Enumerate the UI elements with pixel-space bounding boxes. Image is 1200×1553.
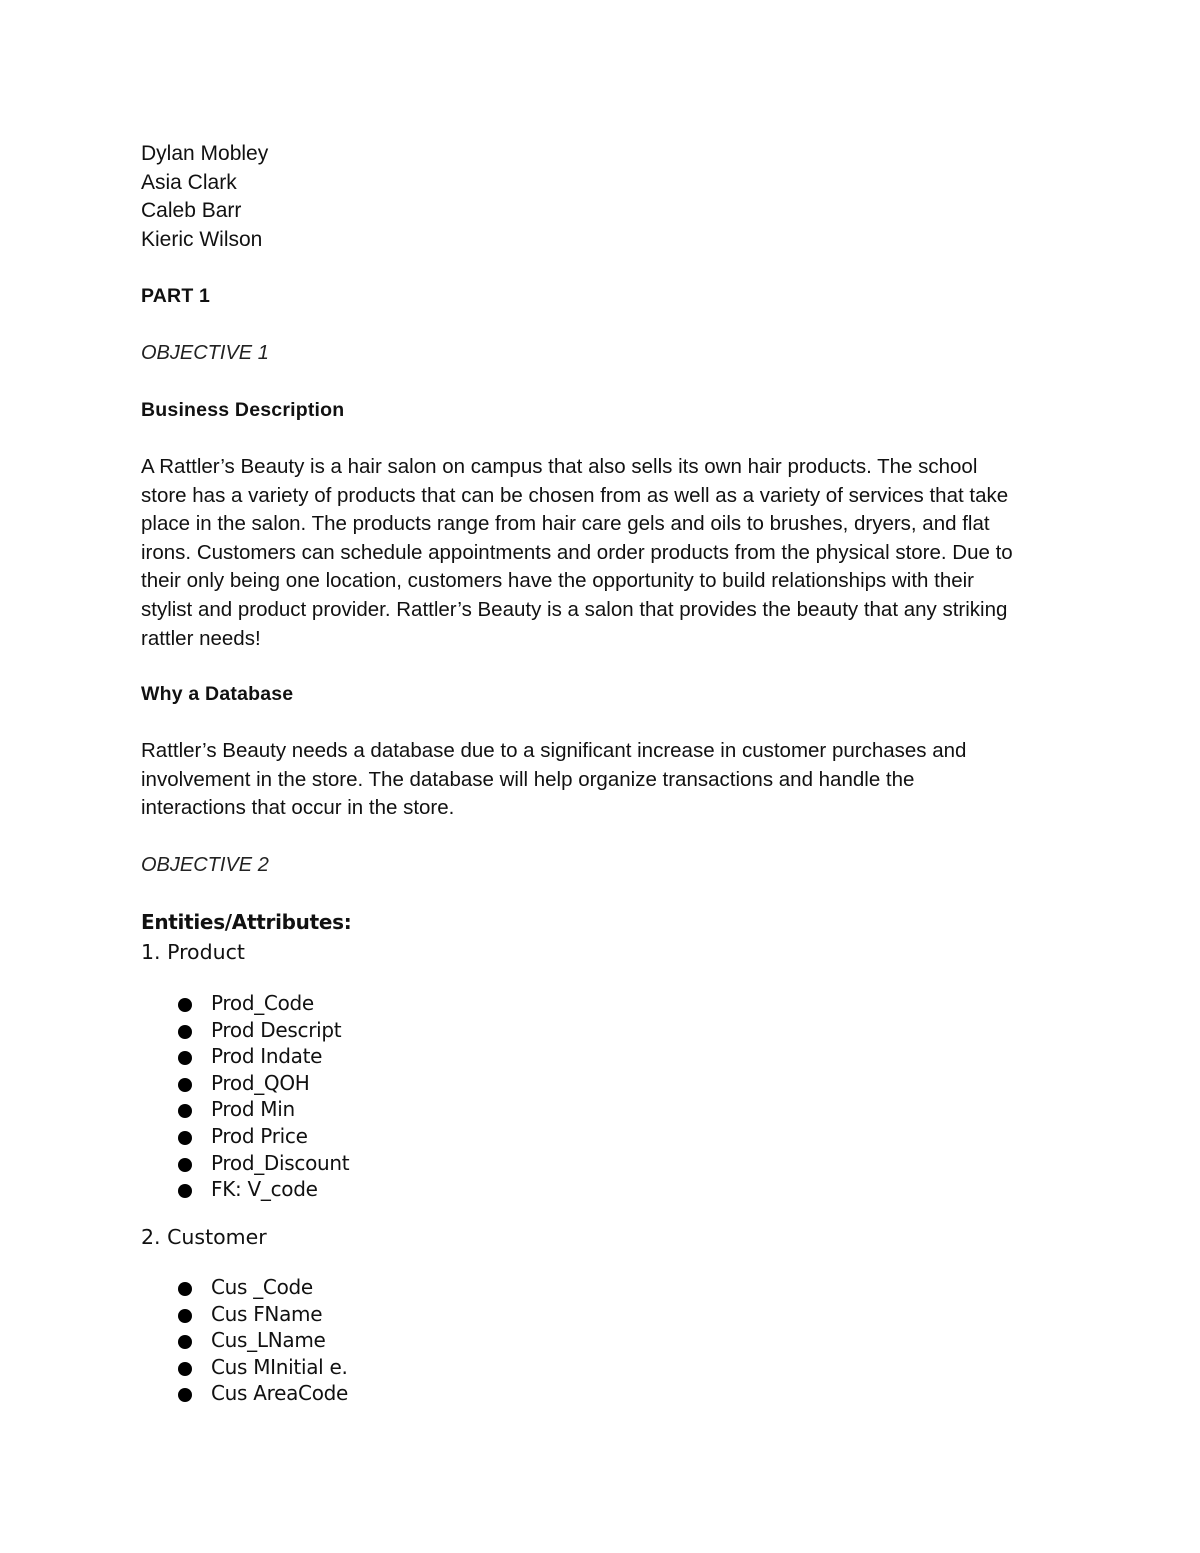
business-description-paragraph bbox=[141, 453, 1071, 653]
entity-product-title: 1. Product bbox=[141, 940, 245, 964]
bullet-icon bbox=[178, 1025, 192, 1039]
part-title: PART 1 bbox=[141, 285, 211, 307]
list-item: Cus AreaCode bbox=[141, 1380, 1071, 1407]
list-item: Prod_Discount bbox=[141, 1150, 1071, 1177]
paragraph-line: stylist and product provider. Rattler’s Beauty is a salon that provides the beauty that any striking bbox=[141, 597, 1008, 621]
bullet-icon bbox=[178, 1078, 192, 1092]
list-item: FK: V_code bbox=[141, 1176, 1071, 1203]
bullet-icon bbox=[178, 1282, 192, 1296]
customer-attribute-list bbox=[141, 1274, 1071, 1407]
objective-1-label: OBJECTIVE 1 bbox=[141, 342, 269, 364]
list-item: Cus MInitial e. bbox=[141, 1354, 1071, 1381]
entities-attributes-title: Entities/Attributes: bbox=[141, 910, 352, 934]
why-database-heading: Why a Database bbox=[141, 683, 294, 705]
list-item: Cus_LName bbox=[141, 1327, 1071, 1354]
objective-2-label: OBJECTIVE 2 bbox=[141, 854, 269, 876]
paragraph-line: place in the salon. The products range from hair care gels and oils to brushes, dryers, and flat bbox=[141, 512, 990, 536]
paragraph-line: rattler needs! bbox=[141, 626, 261, 650]
list-item: Prod Min bbox=[141, 1096, 1071, 1123]
bullet-icon bbox=[178, 1158, 192, 1172]
bullet-icon bbox=[178, 1184, 192, 1198]
list-item: Prod Price bbox=[141, 1123, 1071, 1150]
list-item: Prod Indate bbox=[141, 1043, 1071, 1070]
paragraph-line: Rattler’s Beauty needs a database due to a significant increase in customer purchases and bbox=[141, 739, 967, 762]
paragraph-line: irons. Customers can schedule appointments and order products from the physical store. Due to bbox=[141, 540, 1013, 564]
author-name: Dylan Mobley bbox=[141, 142, 269, 165]
list-item: Cus _Code bbox=[141, 1274, 1071, 1301]
bullet-icon bbox=[178, 1104, 192, 1118]
list-item: Prod_Code bbox=[141, 990, 1071, 1017]
author-name: Kieric Wilson bbox=[141, 227, 263, 251]
why-database-paragraph bbox=[141, 737, 1071, 823]
paragraph-line: their only being one location, customers have the opportunity to build relationships with their bbox=[141, 569, 975, 593]
bullet-icon bbox=[178, 1309, 192, 1323]
bullet-icon bbox=[178, 1388, 192, 1402]
bullet-icon bbox=[178, 1335, 192, 1349]
paragraph-line: store has a variety of products that can be chosen from as well as a variety of services that take bbox=[141, 483, 1009, 507]
bullet-icon bbox=[178, 1051, 192, 1065]
entity-customer-title: 2. Customer bbox=[141, 1225, 267, 1249]
list-item: Prod_QOH bbox=[141, 1070, 1071, 1097]
business-description-heading: Business Description bbox=[141, 399, 345, 421]
paragraph-line: A Rattler’s Beauty is a hair salon on campus that also sells its own hair products. The school bbox=[141, 455, 978, 478]
author-name: Asia Clark bbox=[141, 170, 237, 194]
author-name: Caleb Barr bbox=[141, 199, 242, 222]
author-list bbox=[141, 140, 268, 254]
product-attribute-list bbox=[141, 990, 1071, 1203]
bullet-icon bbox=[178, 1131, 192, 1145]
bullet-icon bbox=[178, 998, 192, 1012]
list-item: Prod Descript bbox=[141, 1017, 1071, 1044]
paragraph-line: interactions that occur in the store. bbox=[141, 796, 455, 820]
paragraph-line: involvement in the store. The database will help organize transactions and handle the bbox=[141, 767, 915, 791]
bullet-icon bbox=[178, 1362, 192, 1376]
list-item: Cus FName bbox=[141, 1301, 1071, 1328]
